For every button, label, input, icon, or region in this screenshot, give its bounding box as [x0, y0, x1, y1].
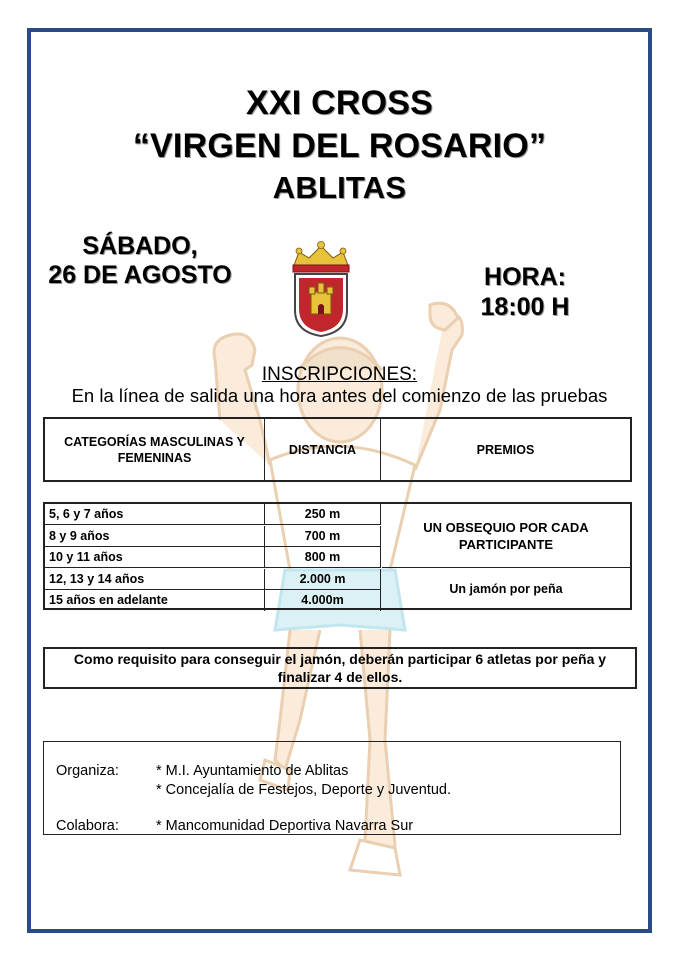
row-distance: 250 m	[265, 504, 381, 525]
table-row	[45, 526, 381, 547]
row-category: 5, 6 y 7 años	[45, 504, 265, 525]
table-row	[45, 590, 381, 611]
colabora-label: Colabora:	[56, 818, 119, 834]
row-category: 12, 13 y 14 años	[45, 569, 265, 590]
organizers-box	[43, 741, 621, 835]
event-date	[40, 232, 240, 290]
prize-participant-gift: UN OBSEQUIO POR CADA PARTICIPANTE	[382, 504, 630, 568]
organiza-item: * M.I. Ayuntamiento de Ablitas	[156, 763, 349, 779]
event-day: SÁBADO,	[82, 232, 198, 260]
time-label: HORA:	[484, 263, 566, 291]
header-prizes: PREMIOS	[476, 442, 535, 457]
row-category: 8 y 9 años	[45, 526, 265, 547]
table-row	[45, 547, 381, 568]
event-time	[455, 262, 595, 322]
row-distance: 700 m	[265, 526, 381, 547]
colabora-item: * Mancomunidad Deportiva Navarra Sur	[156, 818, 414, 834]
organiza-item: * Concejalía de Festejos, Deporte y Juventud.	[156, 782, 451, 798]
ablitas-coat-of-arms	[285, 240, 357, 340]
row-category: 10 y 11 años	[45, 547, 265, 568]
registration-text: En la línea de salida una hora antes del comienzo de las pruebas	[71, 385, 608, 406]
table-row	[45, 569, 381, 590]
event-location: ABLITAS	[272, 170, 407, 205]
header-category: CATEGORÍAS MASCULINAS Y FEMENINAS	[45, 419, 265, 480]
header-distance: DISTANCIA	[265, 419, 381, 480]
row-distance: 800 m	[265, 547, 381, 568]
event-subtitle: “VIRGEN DEL ROSARIO”	[132, 127, 547, 165]
table-row	[45, 504, 381, 525]
table-body	[43, 502, 632, 610]
row-distance: 4.000m	[265, 590, 381, 611]
table-header	[43, 417, 632, 482]
organiza-label: Organiza:	[56, 763, 119, 779]
event-title: XXI CROSS	[246, 84, 433, 122]
ham-requirement-note: Como requisito para conseguir el jamón, deberán participar 6 atletas por peña y finalizar 4 de ellos.	[43, 647, 637, 689]
event-day-date: 26 DE AGOSTO	[48, 261, 232, 289]
prize-ham: Un jamón por peña	[449, 582, 563, 596]
row-category: 15 años en adelante	[45, 590, 265, 611]
time-value: 18:00 H	[480, 293, 570, 321]
registration-heading: INSCRIPCIONES:	[261, 364, 418, 385]
row-distance: 2.000 m	[265, 569, 381, 590]
